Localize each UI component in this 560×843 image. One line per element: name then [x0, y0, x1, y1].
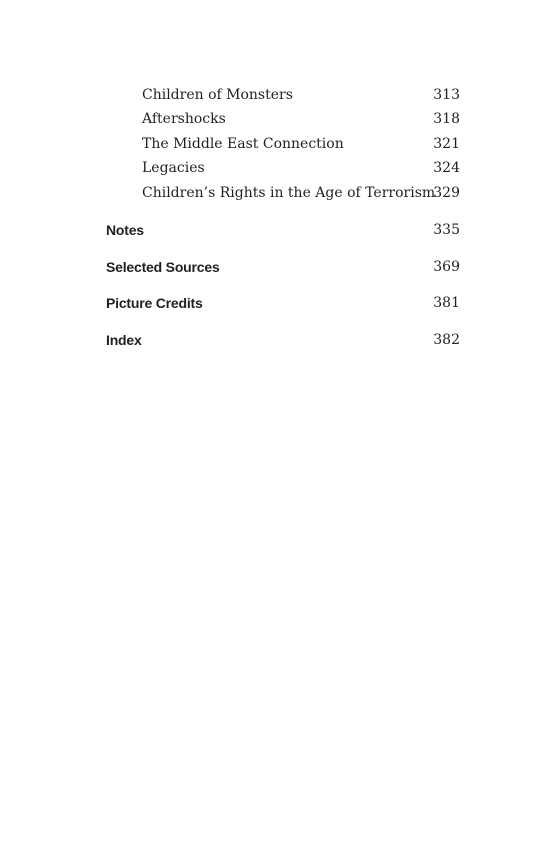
toc-subentry	[0, 133, 560, 155]
toc-entry-page: 335	[433, 222, 460, 238]
toc-subentry	[0, 108, 560, 130]
toc-subentry-page: 324	[433, 160, 460, 176]
toc-entry-page: 369	[433, 259, 460, 275]
toc-subentry-page: 313	[433, 87, 460, 103]
toc-subentry-page: 318	[433, 111, 460, 127]
toc-subentry-page: 321	[433, 136, 460, 152]
toc-entry-title: Picture Credits	[106, 295, 203, 311]
toc-entry-title: Selected Sources	[106, 259, 220, 275]
toc-subentry-title: Children of Monsters	[142, 87, 293, 103]
toc-subentry	[0, 84, 560, 106]
toc-subentry-title: Aftershocks	[142, 111, 226, 127]
toc-entry-index	[0, 329, 560, 351]
toc-subentry-title: Legacies	[142, 160, 205, 176]
toc-entry-title: Index	[106, 332, 142, 348]
toc-entry-notes	[0, 219, 560, 241]
toc-entry-picture-credits	[0, 292, 560, 314]
toc-entry-page: 382	[433, 332, 460, 348]
toc-subentry	[0, 157, 560, 179]
toc-subentry-title: Children’s Rights in the Age of Terrorism	[142, 185, 436, 201]
toc-entry-page: 381	[433, 295, 460, 311]
toc-subentry-title: The Middle East Connection	[142, 136, 344, 152]
toc-subentry	[0, 182, 560, 204]
toc-entry-title: Notes	[106, 222, 144, 238]
toc-entry-selected-sources	[0, 256, 560, 278]
toc-subentry-page: 329	[433, 185, 460, 201]
